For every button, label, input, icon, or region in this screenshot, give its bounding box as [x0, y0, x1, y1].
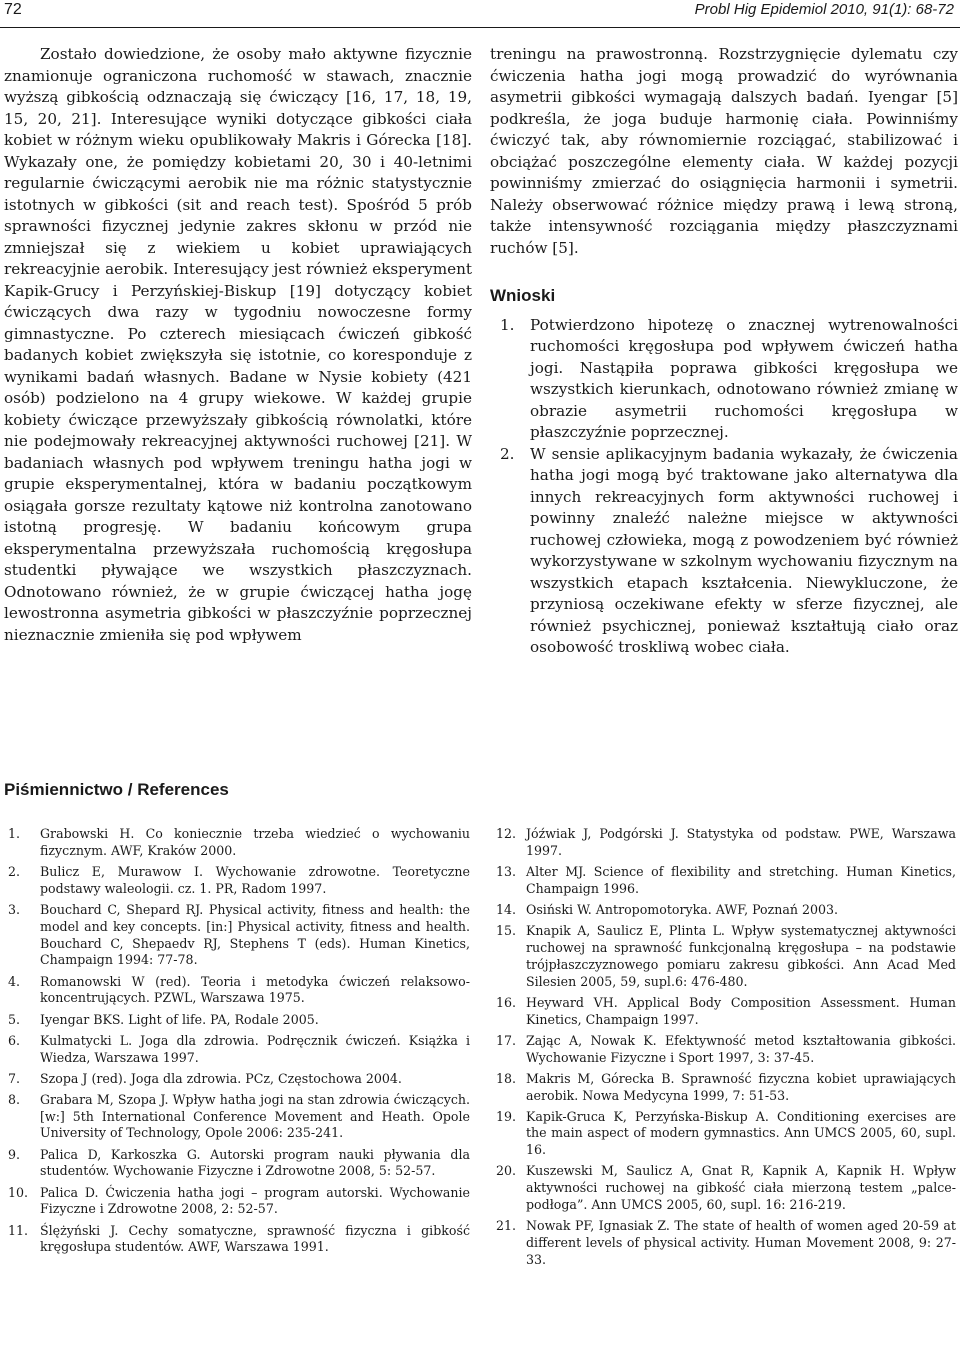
reference-text: Kulmatycki L. Joga dla zdrowia. Podręcznik ćwiczeń. Książka i Wiedza, Warszawa 1997.	[40, 1032, 470, 1065]
journal-reference: Probl Hig Epidemiol 2010, 91(1): 68-72	[694, 1, 954, 18]
reference-item	[490, 1071, 956, 1105]
reference-item	[490, 1163, 956, 1213]
page-number: 72	[4, 1, 22, 18]
reference-text: Alter MJ. Science of flexibility and stretching. Human Kinetics, Champaign 1996.	[526, 863, 956, 896]
left-column	[4, 44, 472, 646]
reference-item	[4, 974, 470, 1008]
reference-text: Bulicz E, Murawow I. Wychowanie zdrowotne. Teoretyczne podstawy waleologii. cz. 1. PR, Radom 1997.	[40, 863, 470, 896]
body-paragraph-continued: treningu na prawostronną. Rozstrzygnięcie dylematu czy ćwiczenia hatha jogi mogą prowadzić do wyrównania asymetrii gibkości wymagają dalszych badań. Iyengar [5] podkreśla, że joga buduje harmonię ciała. Powinniśmy ćwiczyć tak, aby równomiernie rozciągać, stabilizować i obciążać poszczególne elementy ciała. W każdej pozycji powinniśmy zmierzać do osiągnięcia harmonii i symetrii. Należy obserwować różnice między prawą i lewą stroną, także intensywność rozciągania między płaszczyznami ruchów [5].	[490, 45, 958, 257]
reference-text: Bouchard C, Shepard RJ. Physical activity, fitness and health: the model and key concepts. [in:] Physical activity, fitness and health. Bouchard C, Shepaedv RJ, Stephens T (eds). Human Kinetics, Champaign 1994: 77-78.	[40, 901, 470, 968]
reference-item	[490, 1218, 956, 1268]
reference-text: Kapik-Gruca K, Perzyńska-Biskup A. Conditioning exercises are the main aspect of modern gymnastics. Ann UMCS 2005, 60, supl. 16.	[526, 1108, 956, 1158]
reference-number: 11.	[8, 1222, 29, 1238]
reference-item	[490, 995, 956, 1029]
header-rule	[0, 27, 960, 28]
reference-item	[4, 1223, 470, 1257]
reference-item	[4, 1033, 470, 1067]
reference-text: Osiński W. Antropomotoryka. AWF, Poznań 2003.	[526, 901, 839, 917]
reference-text: Heyward VH. Applical Body Composition Assessment. Human Kinetics, Champaign 1997.	[526, 994, 956, 1027]
reference-number: 16.	[496, 994, 517, 1010]
reference-text: Szopa J (red). Joga dla zdrowia. PCz, Częstochowa 2004.	[40, 1070, 402, 1086]
reference-item	[4, 902, 470, 969]
reference-item	[4, 864, 470, 898]
references-right-column	[490, 826, 956, 1273]
right-column	[490, 44, 958, 659]
reference-item	[4, 826, 470, 860]
reference-number: 19.	[496, 1108, 517, 1124]
reference-number: 20.	[496, 1163, 517, 1179]
reference-text: Nowak PF, Ignasiak Z. The state of health of women aged 20-59 at different levels of physical activity. Human Movement 2008, 9: 27-33.	[526, 1218, 956, 1267]
page-header	[0, 0, 960, 24]
reference-text: Makris M, Górecka B. Sprawność fizyczna kobiet uprawiających aerobik. Nowa Medycyna 1999, 7: 51-53.	[526, 1070, 956, 1103]
reference-text: Jóźwiak J, Podgórski J. Statystyka od podstaw. PWE, Warszawa 1997.	[526, 826, 956, 858]
reference-number: 12.	[496, 826, 517, 841]
reference-text: Grabowski H. Co koniecznie trzeba wiedzieć o wychowaniu fizycznym. AWF, Kraków 2000.	[40, 826, 470, 858]
references-left-column	[4, 826, 470, 1261]
reference-number: 9.	[8, 1146, 21, 1162]
reference-text: Palica D. Ćwiczenia hatha jogi – program autorski. Wychowanie Fizyczne i Zdrowotne 2008, 2: 52-57.	[40, 1184, 470, 1217]
conclusions-heading: Wnioski	[490, 286, 556, 305]
reference-text: Zając A, Nowak K. Efektywność metod kształtowania gibkości. Wychowanie Fizyczne i Sport 1997, 3: 37-45.	[526, 1032, 956, 1065]
reference-number: 15.	[496, 923, 517, 939]
reference-text: Iyengar BKS. Light of life. PA, Rodale 2005.	[40, 1011, 319, 1027]
reference-number: 3.	[8, 901, 21, 917]
reference-item	[490, 1109, 956, 1159]
reference-item	[490, 1033, 956, 1067]
reference-number: 5.	[8, 1011, 21, 1027]
reference-item	[4, 1147, 470, 1181]
reference-number: 14.	[496, 901, 517, 917]
reference-item	[4, 1071, 470, 1088]
reference-number: 6.	[8, 1032, 21, 1048]
reference-item	[4, 1185, 470, 1219]
reference-number: 4.	[8, 973, 21, 989]
reference-text: Grabara M, Szopa J. Wpływ hatha jogi na stan zdrowia ćwiczących. [w:] 5th International Conference Movement and Heath. Opole University of Technology, Opole 2006: 235-241.	[40, 1091, 470, 1141]
reference-number: 17.	[496, 1032, 517, 1048]
reference-item	[490, 923, 956, 990]
reference-text: Palica D, Karkoszka G. Autorski program nauki pływania dla studentów. Wychowanie Fizyczne i Zdrowotne 2008, 5: 52-57.	[40, 1146, 470, 1179]
body-paragraph: Zostało dowiedzione, że osoby mało aktywne fizycznie znamionuje ograniczona ruchomość w stawach, znacznie wyższą gibkością odznaczają się ćwiczący [16, 17, 18, 19, 15, 20, 21]. Interesujące wyniki dotyczące gibkości ciała kobiet w różnym wieku opublikowały Makris i Górecka [18]. Wykazały one, że pomiędzy kobietami 20, 30 i 40-letnimi regularnie ćwiczącymi aerobik nie ma różnic statystycznie istotnych w gibkości (sit and reach test). Spośród 5 prób sprawności fizycznej jedynie zakres skłonu w przód nie zmniejszał się z wiekiem u kobiet uprawiających rekreacyjnie aerobik. Interesujący jest również eksperyment Kapik-Grucy i Perzyńskiej-Biskup [19] dotyczący kobiet ćwiczących dwa razy w tygodniu nowoczesne formy gimnastyczne. Po czterech miesiącach ćwiczeń gibkość badanych kobiet zwiększyła się istotnie, co koresponduje z wynikami badań własnych. Badane w Nysie kobiety (421 osób) podzielono na 4 grupy wiekowe. W każdej grupie kobiety ćwiczące przewyższały gibkością równolatki, które nie podejmowały rekreacyjnej aktywności ruchowej [21]. W badaniach własnych pod wpływem treningu hatha jogi w grupie eksperymentalnej, która w badaniu początkowym osiągała gorsze rezultaty kątowe niż kontrolna zanotowano istotną progresję. W badaniu końcowym grupa eksperymentalna przewyższała ruchomością kręgosłupa studentki pływające we wszystkich płaszczyznach. Odnotowano również, że w grupie ćwiczącej hatha jogę lewostronna asymetria gibkości w płaszczyźnie poprzecznej nieznacznie zmieniła się pod wpływem	[4, 45, 472, 644]
reference-text: Kuszewski M, Saulicz A, Gnat R, Kapnik A, Kapnik H. Wpływ aktywności ruchowej na gibkość ciała mierzoną testem „palce-podłoga”. Ann UMCS 2005, 60, supl. 16: 216-219.	[526, 1163, 956, 1213]
reference-number: 13.	[496, 863, 517, 879]
conclusion-text: W sensie aplikacyjnym badania wykazały, że ćwiczenia hatha jogi mogą być traktowane jako alternatywa dla innych rekreacyjnych form aktywności ruchowej i powinny znaleźć należne miejsce w aktywności ruchowej człowieka, mogą z powodzeniem być również wykorzystywane w szkolnym wychowaniu fizycznym na wszystkich etapach kształcenia. Niewykluczone, że przyniosą oczekiwane efekty w sferze fizycznej, ale również psychicznej, ponieważ kształtują ciało oraz osobowość troskliwą wobec ciała.	[530, 444, 958, 656]
reference-item	[4, 1092, 470, 1142]
reference-number: 18.	[496, 1070, 517, 1086]
conclusions-list	[490, 315, 958, 659]
reference-number: 21.	[496, 1218, 517, 1234]
reference-number: 2.	[8, 863, 21, 879]
reference-item	[4, 1012, 470, 1029]
conclusion-text: Potwierdzono hipotezę o znacznej wytrenowalności ruchomości kręgosłupa pod wpływem ćwiczeń hatha jogi. Nastąpiła poprawa gibkości kręgosłupa we wszystkich kierunkach, odnotowano również zmianę w obrazie asymetrii ruchomości kręgosłupa w płaszczyźnie poprzecznej.	[530, 315, 958, 441]
reference-text: Romanowski W (red). Teoria i metodyka ćwiczeń relaksowo-koncentrujących. PZWL, Warszawa 1975.	[40, 973, 470, 1006]
conclusion-number: 1.	[500, 315, 515, 334]
reference-text: Knapik A, Saulicz E, Plinta L. Wpływ systematycznej aktywności ruchowej na sprawność funkcjonalną kręgosłupa – na podstawie trójpłaszczyznowego pomiaru zakresu gibkości. Ann Acad Med Silesien 2005, 59, supl.6: 476-480.	[526, 923, 956, 989]
conclusion-item	[490, 315, 958, 444]
reference-item	[490, 902, 956, 919]
reference-text: Ślężyński J. Cechy somatyczne, sprawność fizyczna i gibkość kręgosłupa studentów. AWF, Warszawa 1991.	[40, 1222, 470, 1255]
reference-number: 10.	[8, 1184, 29, 1200]
conclusion-number: 2.	[500, 444, 515, 463]
reference-item	[490, 826, 956, 860]
reference-item	[490, 864, 956, 898]
reference-number: 7.	[8, 1070, 21, 1086]
reference-number: 1.	[8, 826, 21, 841]
reference-number: 8.	[8, 1091, 21, 1107]
conclusion-item	[490, 444, 958, 659]
references-heading: Piśmiennictwo / References	[4, 780, 229, 799]
